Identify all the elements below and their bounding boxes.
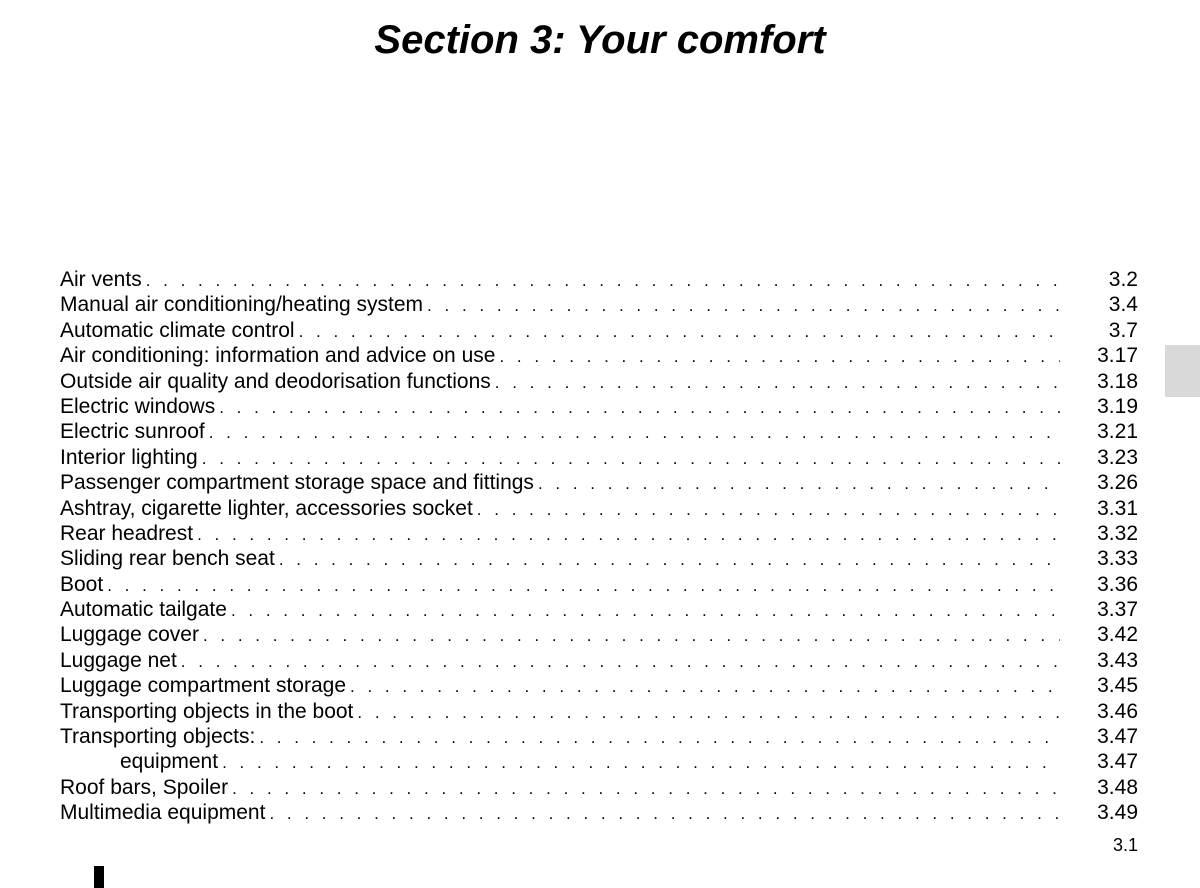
toc-entry-page: 3.4	[1108, 293, 1138, 317]
section-thumb-tab	[1165, 345, 1200, 397]
toc-leader-dots	[499, 344, 1060, 368]
toc-entry-air-conditioning-advice[interactable]	[60, 343, 1138, 368]
toc-entry-automatic-tailgate[interactable]	[60, 597, 1138, 622]
toc-entry-label: Roof bars, Spoiler	[60, 775, 229, 799]
toc-entry-label: Air conditioning: information and advice on use	[60, 344, 496, 368]
table-of-contents	[60, 267, 1138, 826]
toc-leader-dots	[259, 725, 1060, 749]
toc-entry-interior-lighting[interactable]	[60, 445, 1138, 470]
toc-leader-dots	[107, 573, 1060, 597]
toc-entry-roof-bars-spoiler[interactable]	[60, 775, 1138, 800]
toc-leader-dots	[202, 446, 1060, 470]
toc-entry-sliding-rear-bench[interactable]	[60, 546, 1138, 571]
toc-entry-label: Transporting objects:	[60, 725, 256, 749]
toc-entry-page: 3.21	[1097, 420, 1138, 444]
toc-entry-electric-sunroof[interactable]	[60, 419, 1138, 444]
toc-entry-page: 3.18	[1097, 369, 1138, 393]
toc-entry-page: 3.19	[1097, 394, 1138, 418]
toc-entry-page: 3.7	[1108, 318, 1138, 342]
toc-entry-rear-headrest[interactable]	[60, 521, 1138, 546]
toc-leader-dots	[279, 547, 1060, 571]
toc-leader-dots	[495, 370, 1060, 394]
toc-entry-page: 3.36	[1097, 572, 1138, 596]
toc-leader-dots	[231, 598, 1060, 622]
toc-leader-dots	[427, 293, 1060, 317]
toc-entry-page: 3.23	[1097, 445, 1138, 469]
toc-entry-label: equipment	[120, 750, 219, 774]
toc-entry-page: 3.43	[1097, 648, 1138, 672]
crop-mark	[94, 866, 104, 888]
toc-entry-label: Transporting objects in the boot	[60, 699, 354, 723]
toc-entry-label: Manual air conditioning/heating system	[60, 293, 424, 317]
toc-leader-dots	[197, 522, 1060, 546]
toc-entry-page: 3.47	[1097, 725, 1138, 749]
toc-entry-automatic-climate-control[interactable]	[60, 318, 1138, 343]
toc-entry-passenger-storage[interactable]	[60, 470, 1138, 495]
toc-leader-dots	[538, 471, 1060, 495]
toc-entry-page: 3.45	[1097, 674, 1138, 698]
toc-entry-electric-windows[interactable]	[60, 394, 1138, 419]
toc-entry-label: Luggage compartment storage	[60, 674, 347, 698]
toc-entry-manual-air-conditioning[interactable]	[60, 292, 1138, 317]
toc-entry-label: Luggage net	[60, 648, 177, 672]
toc-entry-multimedia-equipment[interactable]	[60, 800, 1138, 825]
toc-entry-label: Interior lighting	[60, 445, 198, 469]
toc-leader-dots	[209, 420, 1060, 444]
toc-leader-dots	[219, 395, 1060, 419]
toc-entry-label: Automatic tailgate	[60, 598, 227, 622]
toc-entry-air-vents[interactable]	[60, 267, 1138, 292]
toc-leader-dots	[477, 497, 1060, 521]
page-number: 3.1	[1112, 835, 1138, 855]
toc-leader-dots	[350, 674, 1060, 698]
toc-entry-luggage-net[interactable]	[60, 648, 1138, 673]
toc-entry-page: 3.42	[1097, 623, 1138, 647]
toc-entry-page: 3.2	[1108, 268, 1138, 291]
toc-entry-transporting-objects[interactable]	[60, 724, 1138, 749]
toc-entry-label: Ashtray, cigarette lighter, accessories socket	[60, 496, 473, 520]
toc-entry-label: Luggage cover	[60, 623, 199, 647]
toc-entry-luggage-cover[interactable]	[60, 622, 1138, 647]
toc-entry-page: 3.31	[1097, 496, 1138, 520]
toc-leader-dots	[269, 801, 1060, 825]
toc-entry-equipment[interactable]	[60, 749, 1138, 774]
toc-entry-boot[interactable]	[60, 572, 1138, 597]
toc-leader-dots	[222, 750, 1060, 774]
toc-entry-page: 3.47	[1097, 750, 1138, 774]
toc-entry-page: 3.46	[1097, 699, 1138, 723]
page-title: Section 3: Your comfort	[374, 18, 826, 62]
toc-entry-page: 3.26	[1097, 471, 1138, 495]
toc-leader-dots	[232, 776, 1060, 800]
toc-leader-dots	[299, 319, 1060, 343]
toc-entry-luggage-compartment-storage[interactable]	[60, 673, 1138, 698]
toc-entry-label: Passenger compartment storage space and fittings	[60, 471, 534, 495]
toc-entry-label: Automatic climate control	[60, 318, 295, 342]
toc-entry-label: Multimedia equipment	[60, 801, 266, 825]
toc-entry-label: Rear headrest	[60, 521, 194, 545]
toc-entry-page: 3.49	[1097, 801, 1138, 825]
toc-leader-dots	[203, 623, 1060, 647]
toc-entry-page: 3.37	[1097, 598, 1138, 622]
toc-entry-label: Boot	[60, 572, 104, 596]
toc-entry-page: 3.33	[1097, 547, 1138, 571]
toc-entry-transporting-objects-boot[interactable]	[60, 699, 1138, 724]
toc-entry-label: Electric windows	[60, 394, 216, 418]
toc-entry-label: Air vents	[60, 268, 142, 291]
toc-entry-page: 3.48	[1097, 775, 1138, 799]
toc-entry-label: Outside air quality and deodorisation functions	[60, 369, 491, 393]
toc-leader-dots	[181, 649, 1060, 673]
toc-entry-page: 3.17	[1097, 344, 1138, 368]
toc-entry-label: Electric sunroof	[60, 420, 205, 444]
toc-entry-page: 3.32	[1097, 521, 1138, 545]
toc-entry-ashtray-lighter[interactable]	[60, 496, 1138, 521]
toc-entry-label: Sliding rear bench seat	[60, 547, 275, 571]
toc-leader-dots	[357, 700, 1060, 724]
toc-entry-outside-air-quality[interactable]	[60, 369, 1138, 394]
toc-leader-dots	[146, 268, 1060, 292]
